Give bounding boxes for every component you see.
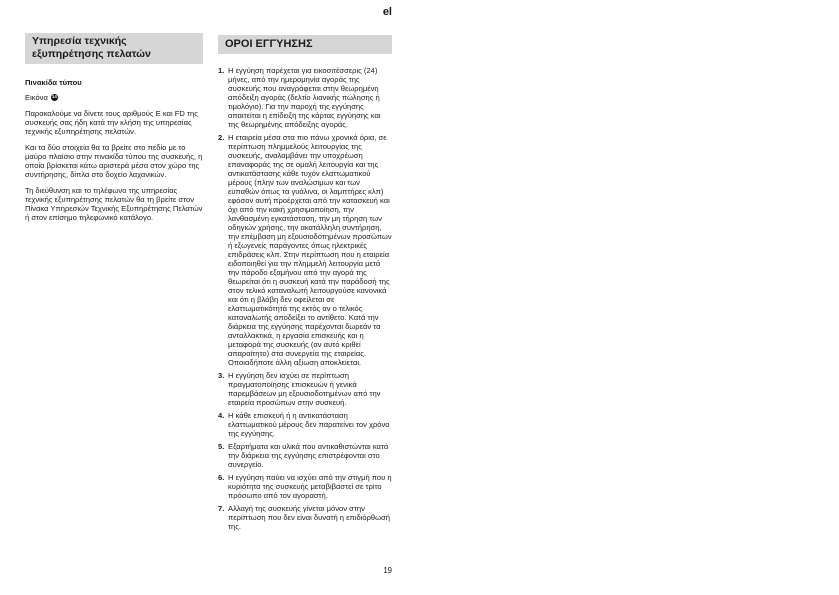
section-heading-customer-service: Υπηρεσία τεχνικής εξυπηρέτησης πελατών: [25, 33, 203, 64]
list-item-text: Η εγγύηση παρέχεται για εικοσιτέσσερις (24) μήνες, από την ημερομηνία αγοράς της συσκευής που αναγράφεται στην θεωρημένη απόδειξη αγοράς (δελτίο λιανικής πώλησης ή τιμολόγιο). Για την παροχή της εγγύησης απαιτείται η επίδειξη της κάρτας εγγύησης και της θεωρημένης απόδειξης αγοράς.: [228, 66, 381, 129]
paragraph: Παρακαλούμε να δίνετε τους αριθμούς E και FD της συσκευής σας ήδη κατά την κλήση της υπηρεσίας τεχνικής εξυπηρέτησης πελατών.: [25, 109, 198, 136]
list-item-text: Η εγγύηση δεν ισχύει σε περίπτωση πραγματοποίησης επισκευών ή γενικά παρεμβάσεων μη εξουσιοδοτημένων από την εταιρεία προσώπων στην συσκευή.: [228, 371, 381, 407]
list-item: [218, 504, 392, 531]
figure-reference: [25, 93, 203, 102]
list-item: [218, 411, 392, 438]
list-item-number: 4.: [218, 411, 225, 420]
figure-label: Εικόνα: [25, 93, 48, 102]
right-column: [218, 35, 392, 531]
list-item-text: Η εγγύηση παύει να ισχύει από την στιγμή που η κυριότητα της συσκευής μεταβιβαστεί σε τρίτο πρόσωπο από τον αγοραστή.: [228, 473, 392, 500]
list-item-number: 1.: [218, 66, 225, 75]
language-code: el: [382, 6, 392, 18]
list-item: [218, 133, 392, 367]
section-heading-warranty-terms: ΟΡΟΙ ΕΓΓΥΗΣΗΣ: [218, 35, 392, 54]
list-item-number: 3.: [218, 371, 225, 380]
subheading-type-plate: Πινακίδα τύπου: [25, 78, 82, 87]
list-item-text: Η εταιρεία μέσα στα πιο πάνω χρονικά όρια, σε περίπτωση πλημμελούς λειτουργίας της συσκευής, αναλαμβάνει την υποχρέωση επαναφοράς της σε ομαλή λειτουργία και της αντικατάστασης κάθε τυχόν ελαττωματικού μέρους (πλην των αναλώσιμων και των ευπαθών όπως τα γυάλινα, οι λαμπτήρες κλπ) εφόσον αυτή προέρχεται από την κατασκευή και όχι από την κακή χρησιμοποίηση, την λανθασμένη εγκατάσταση, την μη τήρηση των οδηγιών χρήσης, την ακατάλληλη συντήρηση, την επέμβαση μη εξουσιοδοτημένων προσώπων ή εξωγενείς παράγοντες όπως ηλεκτρικές επιδράσεις κλπ. Στην περίπτωση που η εταιρεία ειδοποιηθεί για την πλημμελή λειτουργία μετά την πάροδο εξαμήνου από την αγορά της θεωρείται ότι η συσκευή κατά την παράδοσή της στον τελικό καταναλωτή λειτουργούσε κανονικά και ότι η βλάβη δεν οφείλεται σε ελαττωματικότητά της εκτός αν ο τελικός καταναλωτής αποδείξει το αντίθετο. Κατά την διάρκεια της εγγύησης παρέχονται δωρεάν τα ανταλλακτικά, η εργασία επισκευής και η μεταφορά της συσκευής (αν αυτό κριθεί απαραίτητο) στα συνεργεία της εταιρείας. Οποιαδήποτε άλλη αξίωση αποκλείεται.: [228, 133, 392, 367]
list-item: [218, 371, 392, 407]
list-item: [218, 66, 392, 129]
list-item-number: 2.: [218, 133, 225, 142]
list-item-number: 6.: [218, 473, 225, 482]
page-number: 19: [383, 566, 392, 575]
figure-number-badge-icon: 14: [51, 94, 57, 100]
list-item: [218, 442, 392, 469]
paragraph: Τη διεύθυνση και το τηλέφωνο της υπηρεσίας τεχνικής εξυπηρέτησης πελατών θα τη βρείτε στον Πίνακα Υπηρεσιών Τεχνικής Εξυπηρέτησης Πελατών ή στον επίσημο τηλεφωνικό κατάλογο.: [25, 186, 203, 222]
list-item: [218, 473, 392, 500]
list-item-number: 7.: [218, 504, 225, 513]
warranty-terms-list: [218, 66, 392, 531]
list-item-text: Αλλαγή της συσκευής γίνεται μόνον στην περίπτωση που δεν είναι δυνατή η επιδιόρθωσή της.: [228, 504, 390, 531]
list-item-number: 5.: [218, 442, 225, 451]
paragraph: Και τα δύο στοιχεία θα τα βρείτε στο πεδίο με το μαύρο πλαίσιο στην πινακίδα τύπου της συσκευής, η οποία βρίσκεται κάτω αριστερά μέσα στον χώρο της συντήρησης, δίπλα στο δοχείο λαχανικών.: [25, 143, 203, 179]
list-item-text: Η κάθε επισκευή ή η αντικατάσταση ελαττωματικού μέρους δεν παρατείνει τον χρόνο της εγγύησης.: [228, 411, 390, 438]
left-column: [25, 33, 203, 222]
list-item-text: Εξαρτήματα και υλικά που αντικαθιστώνται κατά την διάρκεια της εγγύησης επιστρέφονται στο συνεργείο.: [228, 442, 389, 469]
